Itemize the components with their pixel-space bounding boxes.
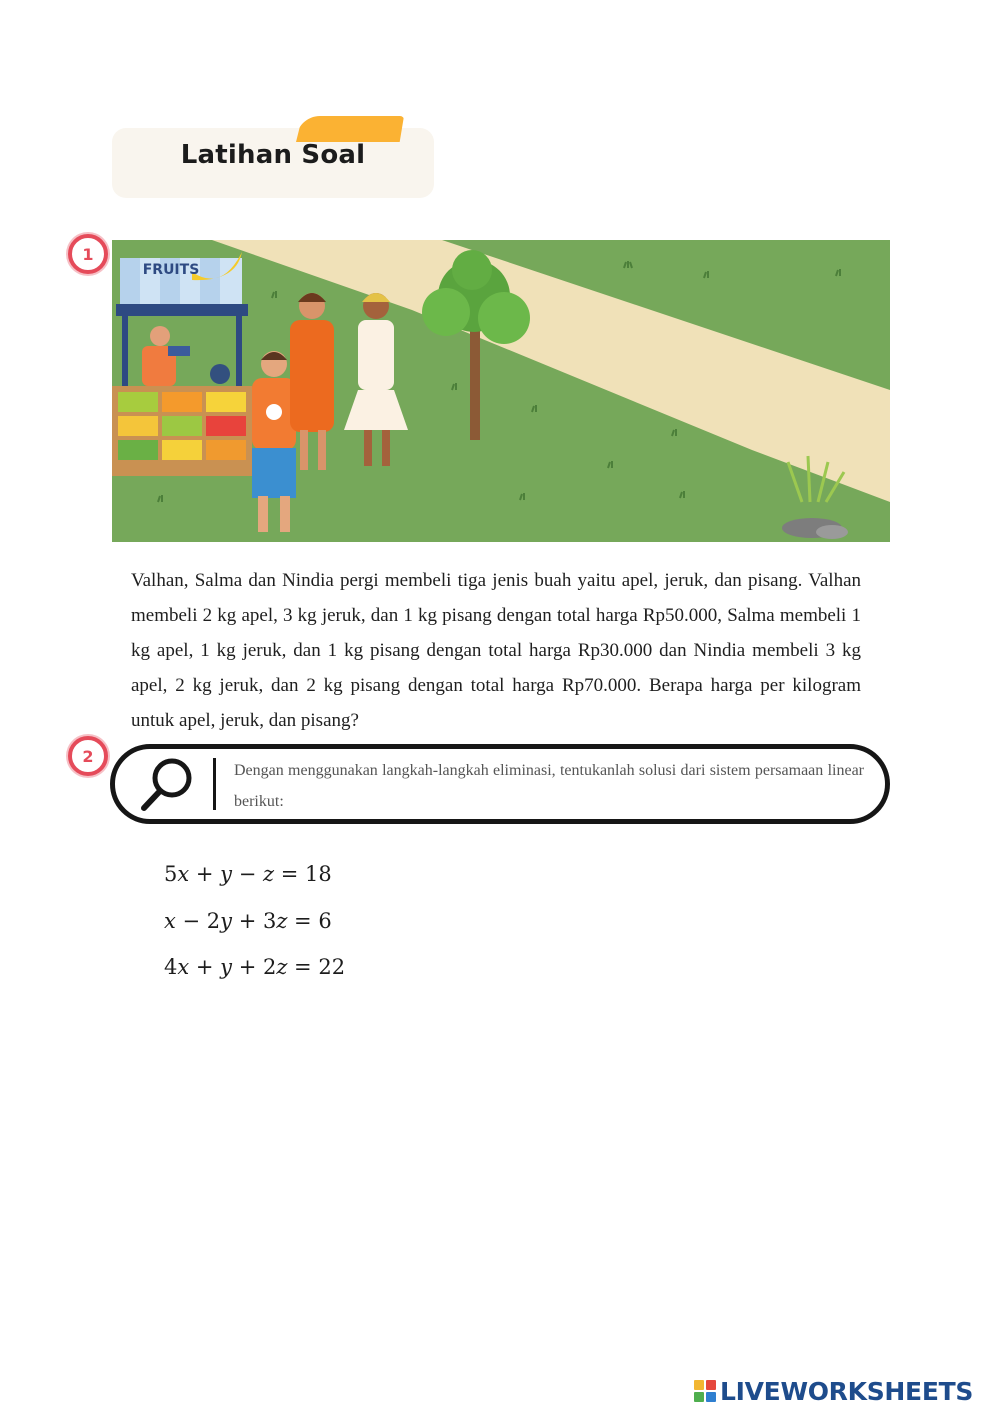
logo-square: [706, 1392, 716, 1402]
logo-text: LIVEWORKSHEETS: [720, 1376, 974, 1406]
logo-square: [706, 1380, 716, 1390]
word-problem-text: Valhan, Salma dan Nindia pergi membeli tiga jenis buah yaitu apel, jeruk, dan pisang. Valhan membeli 2 kg apel, 3 kg jeruk, dan 1 kg pisang dengan total harga Rp50.000, Salma membeli 1 kg apel, 1 kg jeruk, dan 1 kg pisang dengan total harga Rp30.000 dan Nindia membeli 3 kg apel, 2 kg jeruk, dan 2 kg pisang dengan total harga Rp70.000. Berapa harga per kilogram untuk apel, jeruk, dan pisang?: [131, 570, 861, 731]
instruction-text: Dengan menggunakan langkah-langkah eliminasi, tentukanlah solusi dari sistem persamaan linear berikut:: [234, 762, 864, 810]
equation-1: 5𝑥 + 𝑦 − 𝑧 = 18: [164, 862, 332, 886]
equation-3: 4𝑥 + 𝑦 + 2𝑧 = 22: [164, 955, 346, 979]
title-accent: [296, 116, 404, 142]
question-number-badge-2: [68, 736, 108, 776]
instruction-divider: [213, 758, 216, 810]
badge-number: 2: [82, 746, 94, 766]
question-number-badge-1: [68, 234, 108, 274]
logo-grid-icon: [694, 1380, 716, 1402]
magnifier-icon: [140, 754, 200, 814]
equation-system: [164, 862, 345, 1002]
liveworksheets-logo[interactable]: [694, 1376, 973, 1406]
scale-icon: [210, 364, 230, 384]
megaphone-icon: [168, 346, 190, 356]
logo-square: [694, 1380, 704, 1390]
badge-number: 1: [82, 244, 94, 264]
market-illustration: [112, 240, 890, 542]
page-title: Latihan Soal: [180, 140, 366, 170]
logo-square: [694, 1392, 704, 1402]
equation-2: 𝑥 − 2𝑦 + 3𝑧 = 6: [164, 908, 332, 933]
stall-sign: FRUITS: [142, 262, 200, 278]
